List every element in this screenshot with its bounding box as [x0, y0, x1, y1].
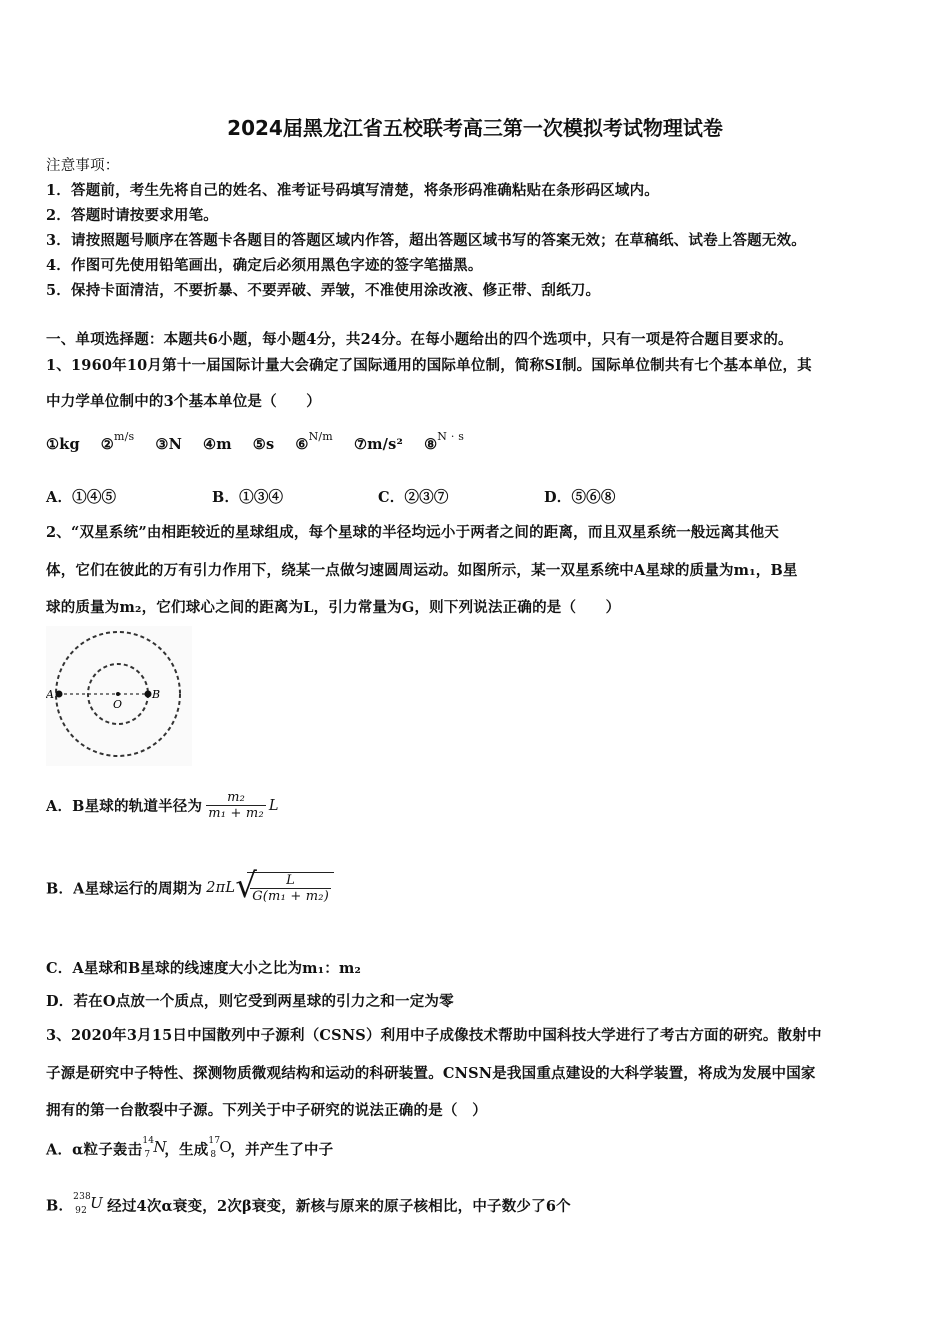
unit-8: ⑧ [424, 436, 438, 453]
q2-option-b[interactable] [46, 866, 911, 906]
notice-item: 1．答题前，考生先将自己的姓名、准考证号码填写清楚，将条形码准确粘贴在条形码区域内。 [46, 182, 659, 199]
star-a [56, 691, 63, 698]
unit-4: ④m [203, 436, 232, 453]
sqrt-content [247, 872, 334, 904]
label-o: O [113, 698, 123, 711]
unit-7: ⑦m/s² [353, 436, 404, 453]
notice-item: 3．请按照题号顺序在答题卡各题目的答题区域内作答，超出答题区域书写的答案无效；在草稿纸、试卷上答题无效。 [46, 232, 806, 249]
q1-stem-line1: 1、1960年10月第十一届国际计量大会确定了国际通用的国际单位制，简称SI制。国际单位制共有七个基本单位，其 [46, 357, 812, 374]
q3-option-a-tail: ，并产生了中子 [230, 1141, 334, 1159]
q3-option-b-tail: 经过4次α衰变，2次β衰变，新核与原来的原子核相比，中子数少了6个 [107, 1197, 571, 1215]
q3-option-b-pre: B． [46, 1197, 74, 1215]
nuclide-o17 [208, 1136, 230, 1162]
q1-options [46, 486, 911, 507]
unit-1: ①kg [46, 436, 80, 453]
atomic-number: 7 [144, 1150, 151, 1160]
page-title: 2024届黑龙江省五校联考高三第一次模拟考试物理试卷 [227, 116, 723, 140]
q2-option-d[interactable]: D．若在O点放一个质点，则它受到两星球的引力之和一定为零 [46, 993, 454, 1010]
nuclide-n14 [142, 1136, 167, 1162]
unit-2: ② [100, 436, 114, 453]
fraction-numerator: m₂ [206, 790, 266, 806]
notice-item: 5．保持卡面清洁，不要折暴、不要弄破、弄皱，不准使用涂改液、修正带、刮纸刀。 [46, 282, 601, 299]
notice-item: 2．答题时请按要求用笔。 [46, 207, 218, 224]
q2-option-a[interactable] [46, 790, 911, 821]
atomic-number: 8 [210, 1150, 217, 1160]
element-symbol: U [90, 1194, 103, 1212]
mass-number: 17 [208, 1136, 221, 1146]
figure-background [46, 626, 192, 766]
q2-option-a-text: A．B星球的轨道半径为 [46, 798, 203, 815]
binary-star-figure [46, 626, 192, 766]
q1-stem-line2: 中力学单位制中的3个基本单位是（ ） [46, 393, 321, 410]
label-b: B [152, 688, 161, 701]
q3-stem-line3: 拥有的第一台散裂中子源。下列关于中子研究的说法正确的是（ ） [46, 1102, 487, 1119]
q2-option-b-sqrt [235, 866, 334, 906]
fraction-denominator: G(m₁ + m₂) [252, 889, 329, 904]
atomic-number: 92 [75, 1206, 88, 1216]
q3-stem-line2: 子源是研究中子特性、探测物质微观结构和运动的科研装置。CNSN是我国重点建设的大科学装置，将成为发展中国家 [46, 1065, 816, 1082]
q3-option-b[interactable] [46, 1192, 911, 1218]
element-symbol: O [219, 1138, 232, 1156]
unit-2-sup: m/s [114, 430, 135, 443]
element-symbol: N [153, 1138, 167, 1156]
fraction-denominator: m₁ + m₂ [208, 806, 264, 821]
q2-option-a-tail: L [268, 797, 279, 814]
q2-stem-line3: 球的质量为m₂，它们球心之间的距离为L，引力常量为G，则下列说法正确的是（ ） [46, 599, 621, 616]
label-a: A [46, 688, 54, 701]
q3-option-a[interactable] [46, 1136, 911, 1162]
notice-item: 4．作图可先使用铅笔画出，确定后必须用黑色字迹的签字笔描黑。 [46, 257, 483, 274]
unit-8-sup: N · s [437, 430, 465, 443]
q2-option-b-text: B．A星球运行的周期为 [46, 880, 203, 898]
star-b [145, 691, 152, 698]
unit-3: ③N [155, 436, 183, 453]
q2-stem-line1: 2、“双星系统”由相距较近的星球组成，每个星球的半径均远小于两者之间的距离，而且双星系统一般远离其他天 [46, 524, 779, 541]
q1-option-d[interactable]: D．⑤⑥⑧ [544, 489, 616, 506]
unit-5: ⑤s [252, 436, 275, 453]
nuclide-u238 [73, 1192, 103, 1218]
q3-option-a-pre: A．α粒子轰击 [46, 1141, 143, 1159]
fraction-numerator: L [250, 873, 331, 889]
q2-option-a-fraction [206, 790, 266, 821]
q3-option-a-mid: ，生成 [164, 1141, 209, 1159]
unit-6-sup: N/m [308, 430, 333, 443]
notice-heading: 注意事项： [46, 158, 120, 174]
q1-option-a[interactable]: A．①④⑤ [46, 489, 117, 506]
section-header: 一、单项选择题：本题共6小题，每小题4分，共24分。在每小题给出的四个选项中，只有一项是符合题目要求的。 [46, 331, 793, 348]
q2-option-b-pre: 2πL [206, 880, 236, 896]
q1-units [46, 430, 911, 453]
q1-option-c[interactable]: C．②③⑦ [378, 489, 449, 506]
q1-option-b[interactable]: B．①③④ [212, 489, 284, 506]
unit-6: ⑥ [295, 436, 309, 453]
q3-stem-line1: 3、2020年3月15日中国散列中子源利（CSNS）利用中子成像技术帮助中国科技大学进行了考古方面的研究。散射中 [46, 1027, 822, 1044]
q2-option-b-fraction [250, 873, 331, 904]
mass-number: 238 [73, 1192, 91, 1202]
mass-number: 14 [142, 1136, 155, 1146]
sqrt-sign-icon: √ [235, 866, 258, 906]
q2-stem-line2: 体，它们在彼此的万有引力作用下，绕某一点做匀速圆周运动。如图所示，某一双星系统中A星球的质量为m₁，B星 [46, 562, 798, 579]
center-o [116, 692, 120, 696]
q2-option-c[interactable]: C．A星球和B星球的线速度大小之比为m₁：m₂ [46, 960, 362, 977]
